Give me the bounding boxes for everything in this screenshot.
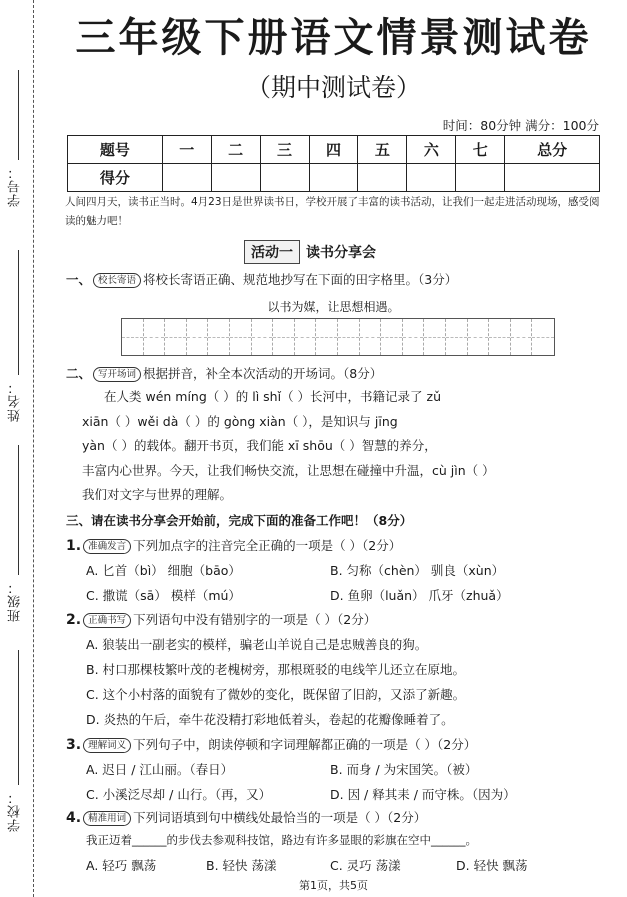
question-text: 下列词语填到句中横线处最恰当的一项是（ ）（2分） bbox=[133, 810, 427, 825]
class-label: 班级： bbox=[8, 580, 23, 622]
score-row-label: 得分 bbox=[68, 164, 163, 192]
school-line bbox=[18, 650, 19, 785]
score-header-cell: 三 bbox=[260, 136, 309, 164]
option-a[interactable]: A. 狼装出一副老实的模样，骗老山羊说自己是忠贼善良的狗。 bbox=[86, 637, 428, 652]
question-text: 下列语句中没有错别字的一项是（ ）（2分） bbox=[133, 612, 377, 627]
fill-sentence: 我正迈着______的步伐去参观科技馆，路边有许多显眼的彩旗在空中______。 bbox=[86, 833, 477, 847]
score-input-cell[interactable] bbox=[358, 164, 407, 192]
name-line bbox=[18, 250, 19, 375]
option-a[interactable]: A. 轻巧 飘荡 bbox=[86, 858, 157, 873]
option-c[interactable]: C. 灵巧 荡漾 bbox=[330, 858, 401, 873]
score-input-cell[interactable] bbox=[456, 164, 505, 192]
option-a[interactable]: A. 匕首（bì） 细胞（bāo） bbox=[86, 563, 241, 578]
score-input-cell[interactable] bbox=[162, 164, 211, 192]
score-header-cell: 一 bbox=[162, 136, 211, 164]
option-b[interactable]: B. 村口那棵枝繁叶茂的老槐树旁，那根斑驳的电线竿儿还立在原地。 bbox=[86, 662, 466, 677]
subquestion-1 bbox=[66, 536, 611, 554]
paragraph-line: 在人类 wén míng（ ）的 lì shǐ（ ）长河中，书籍记录了 zǔ bbox=[104, 389, 441, 404]
option-c[interactable]: C. 小溪泛尽却 / 山行。（再，又） bbox=[86, 787, 272, 802]
paragraph-line: xiān（ ）wěi dà（ ）的 gòng xiàn（ ），是知识与 jīng bbox=[82, 413, 398, 429]
name-label: 姓名： bbox=[8, 380, 23, 422]
paragraph-line: 丰富内心世界。今天，让我们畅快交流，让思想在碰撞中升温，cù jìn（ ） bbox=[82, 462, 495, 478]
page-footer: 第1页，共5页 bbox=[299, 879, 368, 892]
binding-dashed-line bbox=[33, 0, 34, 897]
score-header-cell: 二 bbox=[211, 136, 260, 164]
question-3: 三、请在读书分享会开始前，完成下面的准备工作吧！（8分） bbox=[66, 513, 413, 528]
score-header-cell: 总分 bbox=[505, 136, 600, 164]
score-header-cell: 四 bbox=[309, 136, 358, 164]
subquestion-number: 1. bbox=[66, 538, 82, 554]
question-2 bbox=[66, 364, 611, 382]
score-input-cell[interactable] bbox=[407, 164, 456, 192]
score-header-cell: 六 bbox=[407, 136, 456, 164]
option-a[interactable]: A. 迟日 / 江山丽。（春日） bbox=[86, 762, 234, 777]
page-subtitle: （期中测试卷） bbox=[245, 73, 421, 102]
time-info: 时间：80分钟 满分：100分 bbox=[442, 118, 599, 133]
option-d[interactable]: D. 炎热的午后，牵牛花没精打彩地低着头，卷起的花瓣像睡着了。 bbox=[86, 712, 454, 727]
paragraph-line: yàn（ ）的载体。翻开书页，我们能 xī shōu（ ）智慧的养分， bbox=[82, 438, 437, 453]
score-header-cell: 七 bbox=[456, 136, 505, 164]
score-table bbox=[67, 135, 600, 192]
question-tag: 准确发言 bbox=[83, 539, 131, 554]
question-tag: 正确书写 bbox=[83, 613, 131, 628]
school-label: 学校： bbox=[8, 790, 23, 832]
class-line bbox=[18, 445, 19, 575]
score-input-cell[interactable] bbox=[505, 164, 600, 192]
paragraph-line: 我们对文字与世界的理解。 bbox=[82, 487, 233, 502]
question-tag: 理解词义 bbox=[83, 738, 131, 753]
score-input-cell[interactable] bbox=[309, 164, 358, 192]
activity-name: 读书分享会 bbox=[306, 245, 376, 261]
option-d[interactable]: D. 轻快 飘荡 bbox=[456, 858, 528, 873]
option-d[interactable]: D. 鱼卵（luǎn） 爪牙（zhuǎ） bbox=[330, 588, 509, 603]
student-id-line bbox=[18, 70, 19, 160]
tianzi-grid[interactable] bbox=[121, 318, 555, 356]
option-c[interactable]: C. 这个小村落的面貌有了微妙的变化，既保留了旧韵，又添了新趣。 bbox=[86, 687, 466, 702]
question-text: 根据拼音，补全本次活动的开场词。（8分） bbox=[143, 366, 383, 381]
activity-heading bbox=[244, 240, 376, 264]
subquestion-2 bbox=[66, 610, 611, 628]
option-d[interactable]: D. 因 / 释其耒 / 而守株。（因为） bbox=[330, 787, 516, 802]
score-header-cell: 题号 bbox=[68, 136, 163, 164]
option-c[interactable]: C. 撒谎（sā） 模样（mú） bbox=[86, 588, 241, 603]
subquestion-3 bbox=[66, 735, 611, 753]
motto-text: 以书为媒，让思想相遇。 bbox=[267, 300, 400, 314]
intro-text: 人间四月天，读书正当时。4月23日是世界读书日，学校开展了丰富的读书活动，让我们一起走进活动现场，感受阅读的魅力吧！ bbox=[65, 196, 600, 227]
subquestion-number: 4. bbox=[66, 810, 82, 826]
question-text: 下列句子中，朗读停顿和字词理解都正确的一项是（ ）（2分） bbox=[133, 737, 477, 752]
subquestion-number: 3. bbox=[66, 737, 82, 753]
question-tag: 写开场词 bbox=[93, 367, 141, 382]
question-text: 将校长寄语正确、规范地抄写在下面的田字格里。（3分） bbox=[143, 272, 458, 287]
question-1 bbox=[66, 270, 611, 288]
question-text: 下列加点字的注音完全正确的一项是（ ）（2分） bbox=[133, 538, 402, 553]
subquestion-number: 2. bbox=[66, 612, 82, 628]
page-title: 三年级下册语文情景测试卷 bbox=[75, 14, 592, 61]
score-header-cell: 五 bbox=[358, 136, 407, 164]
activity-label: 活动一 bbox=[244, 240, 300, 264]
score-input-cell[interactable] bbox=[260, 164, 309, 192]
question-number: 二、 bbox=[66, 366, 92, 381]
option-b[interactable]: B. 而身 / 为宋国笑。（被） bbox=[330, 762, 478, 777]
question-number: 一、 bbox=[66, 272, 92, 287]
opening-paragraph bbox=[82, 385, 602, 508]
question-tag: 精准用词 bbox=[83, 811, 131, 826]
option-b[interactable]: B. 匀称（chèn） 驯良（xùn） bbox=[330, 563, 505, 578]
subquestion-4 bbox=[66, 808, 611, 826]
option-b[interactable]: B. 轻快 荡漾 bbox=[206, 858, 277, 873]
question-tag: 校长寄语 bbox=[93, 273, 141, 288]
score-input-cell[interactable] bbox=[211, 164, 260, 192]
student-id-label: 学号： bbox=[8, 165, 23, 207]
